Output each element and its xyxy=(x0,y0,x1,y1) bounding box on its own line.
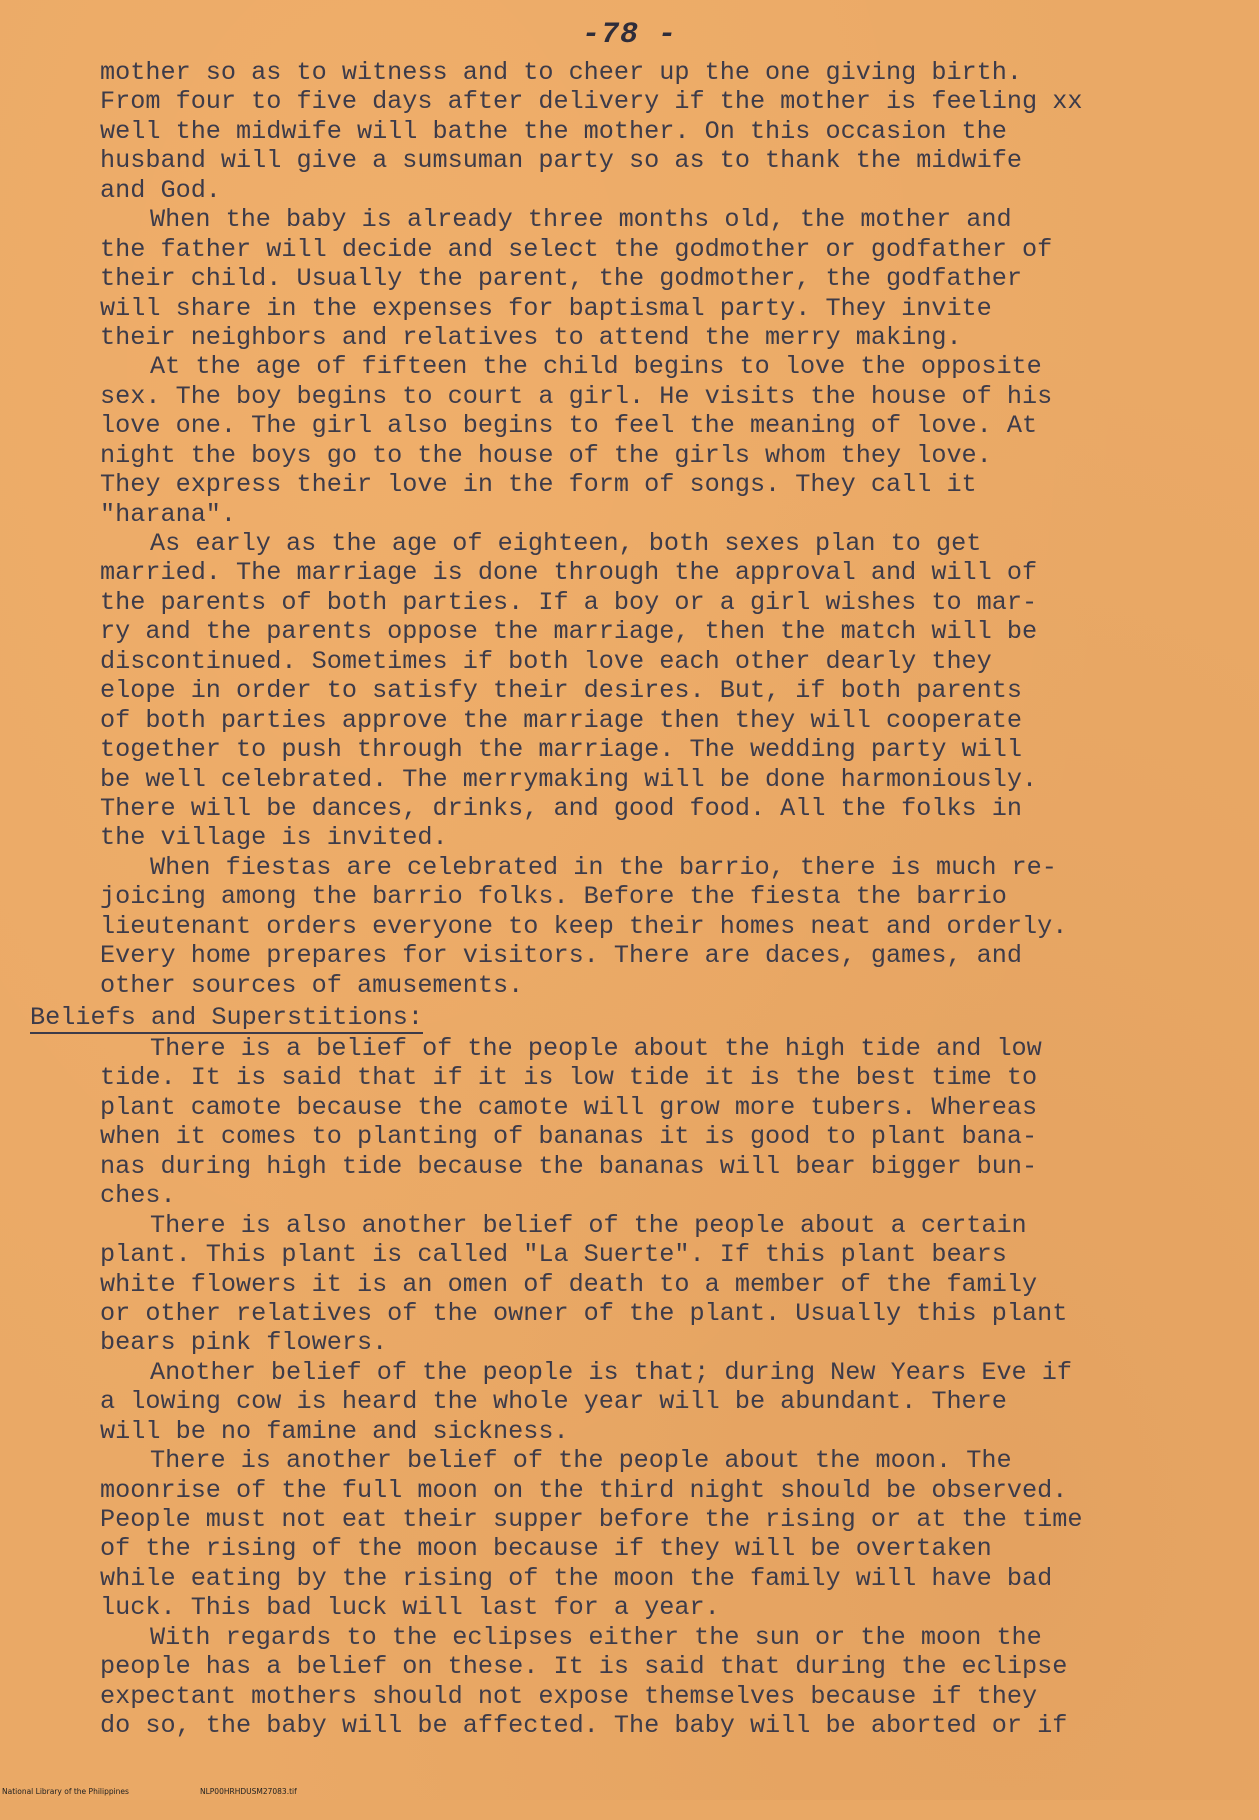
text-line: married. The marriage is done through the approval and will of xyxy=(100,558,1038,588)
text-line: will share in the expenses for baptismal party. They invite xyxy=(100,293,992,323)
text-line: luck. This bad luck will last for a year. xyxy=(100,1593,720,1623)
page-number: -78 - xyxy=(581,18,677,52)
text-line: be well celebrated. The merrymaking will be done harmoniously. xyxy=(100,764,1038,794)
text-line: Every home prepares for visitors. There are daces, games, and xyxy=(100,941,1023,971)
text-line: As early as the age of eighteen, both sexes plan to get xyxy=(150,529,982,558)
text-line: together to push through the marriage. The wedding party will xyxy=(100,735,1023,765)
text-line: other sources of amusements. xyxy=(100,970,524,1000)
section-heading: Beliefs and Superstitions: xyxy=(30,1003,423,1032)
text-line: When the baby is already three months old, the mother and xyxy=(150,205,1012,235)
text-line: There is also another belief of the people about a certain xyxy=(150,1210,1027,1240)
text-line: when it comes to planting of bananas it is good to plant bana- xyxy=(100,1122,1038,1152)
text-line: husband will give a sumsuman party so as to thank the midwife xyxy=(100,146,1023,176)
text-line: Another belief of the people is that; during New Years Eve if xyxy=(150,1357,1073,1387)
text-line: At the age of fifteen the child begins to love the opposite xyxy=(150,352,1042,382)
text-line: sex. The boy begins to court a girl. He visits the house of his xyxy=(100,381,1053,411)
text-line: will be no famine and sickness. xyxy=(100,1416,569,1446)
text-line: of both parties approve the marriage then they will cooperate xyxy=(100,705,1023,735)
text-line: plant camote because the camote will grow more tubers. Whereas xyxy=(100,1092,1038,1122)
text-line: nas during high tide because the bananas will bear bigger bun- xyxy=(100,1151,1038,1181)
text-line: plant. This plant is called "La Suerte". If this plant bears xyxy=(100,1240,1007,1270)
text-line: white flowers it is an omen of death to a member of the family xyxy=(100,1269,1038,1299)
text-line: moonrise of the full moon on the third night should be observed. xyxy=(100,1475,1068,1505)
text-line: lieutenant orders everyone to keep their homes neat and orderly. xyxy=(100,911,1068,941)
text-line: a lowing cow is heard the whole year will be abundant. There xyxy=(100,1387,1007,1417)
text-line: discontinued. Sometimes if both love each other dearly they xyxy=(100,646,992,676)
text-line: and God. xyxy=(100,175,221,205)
text-line: mother so as to witness and to cheer up the one giving birth. xyxy=(100,58,1023,87)
text-line: or other relatives of the owner of the plant. Usually this plant xyxy=(100,1298,1068,1328)
text-line: ry and the parents oppose the marriage, then the match will be xyxy=(100,617,1038,647)
text-line: the parents of both parties. If a boy or a girl wishes to mar- xyxy=(100,587,1038,617)
text-line: There is a belief of the people about the high tide and low xyxy=(150,1034,1042,1063)
text-line: elope in order to satisfy their desires. But, if both parents xyxy=(100,676,1023,706)
text-line: "harana". xyxy=(100,499,237,529)
text-line: tide. It is said that if it is low tide it is the best time to xyxy=(100,1063,1038,1093)
text-line: There is another belief of the people about the moon. The xyxy=(150,1446,1012,1476)
text-line: ches. xyxy=(100,1181,176,1211)
text-line: the village is invited. xyxy=(100,823,448,853)
text-line: the father will decide and select the godmother or godfather of xyxy=(100,234,1053,264)
text-line: while eating by the rising of the moon the family will have bad xyxy=(100,1563,1053,1593)
text-line: They express their love in the form of songs. They call it xyxy=(100,470,977,500)
footer-filename: NLP00HRHDUSM27083.tif xyxy=(200,1787,297,1796)
text-line: When fiestas are celebrated in the barrio, there is much re- xyxy=(150,852,1057,882)
text-line: people has a belief on these. It is said that during the eclipse xyxy=(100,1652,1068,1682)
text-line: With regards to the eclipses either the sun or the moon the xyxy=(150,1622,1042,1652)
text-line: love one. The girl also begins to feel the meaning of love. At xyxy=(100,411,1038,441)
body-text-lower xyxy=(100,1034,1230,1741)
text-line: From four to five days after delivery if the mother is feeling xx xyxy=(100,87,1083,117)
text-line: their child. Usually the parent, the godmother, the godfather xyxy=(100,264,1023,294)
text-line: do so, the baby will be affected. The baby will be aborted or if xyxy=(100,1711,1068,1741)
text-line: There will be dances, drinks, and good food. All the folks in xyxy=(100,793,1023,823)
text-line: their neighbors and relatives to attend the merry making. xyxy=(100,322,962,352)
text-line: joicing among the barrio folks. Before the fiesta the barrio xyxy=(100,882,1007,912)
body-text-upper xyxy=(100,58,1230,1000)
text-line: well the midwife will bathe the mother. On this occasion the xyxy=(100,116,1007,146)
text-line: expectant mothers should not expose themselves because if they xyxy=(100,1681,1038,1711)
text-line: People must not eat their supper before the rising or at the time xyxy=(100,1505,1083,1534)
footer-library: National Library of the Philippines xyxy=(2,1787,129,1796)
text-line: of the rising of the moon because if they will be overtaken xyxy=(100,1534,992,1564)
text-line: bears pink flowers. xyxy=(100,1328,388,1358)
scan-footer xyxy=(0,1784,1259,1798)
text-line: night the boys go to the house of the girls whom they love. xyxy=(100,440,992,470)
